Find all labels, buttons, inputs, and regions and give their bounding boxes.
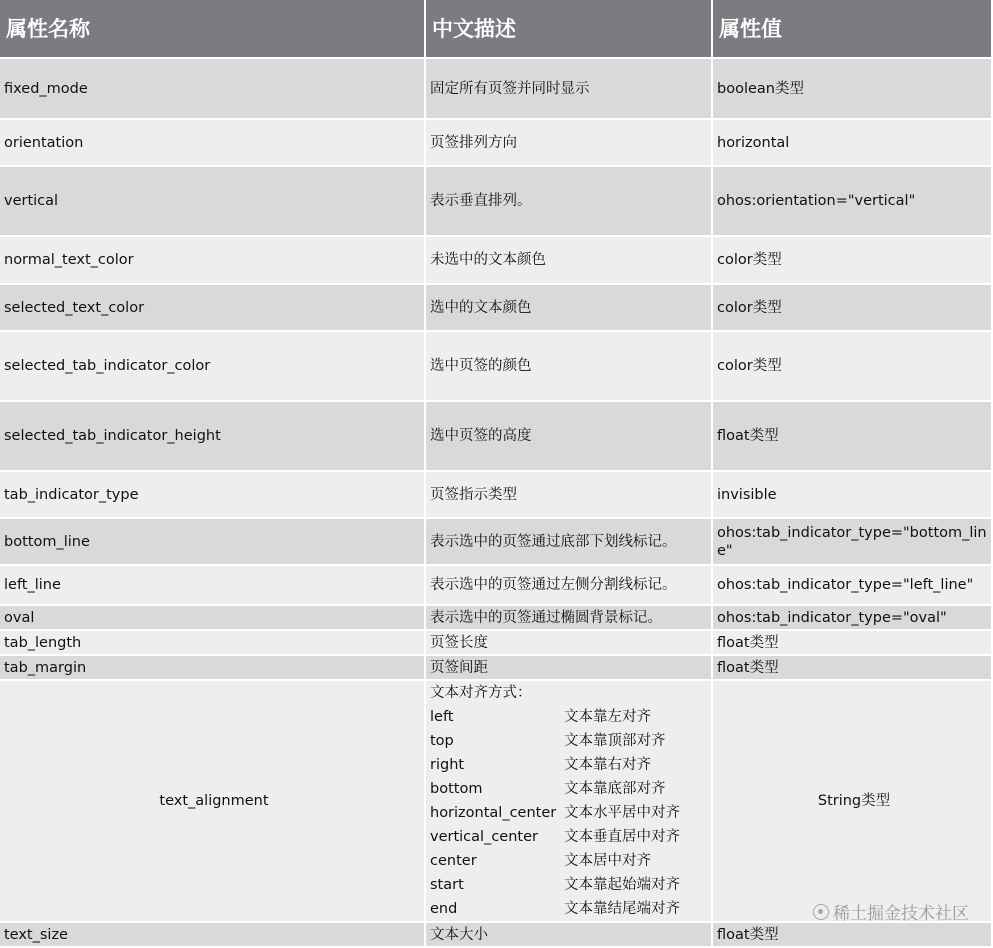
option-label: 文本靠右对齐: [564, 757, 651, 773]
watermark: [813, 899, 969, 924]
option-label: 文本靠顶部对齐: [564, 733, 666, 749]
table-row: [0, 631, 993, 656]
cell-value: horizontal: [713, 120, 993, 167]
cell-name: selected_tab_indicator_color: [0, 332, 426, 402]
option-label: 文本居中对齐: [564, 853, 651, 869]
alignment-list-heading: 文本对齐方式：: [430, 685, 532, 701]
table-row: [0, 332, 993, 402]
table-row: [0, 167, 993, 237]
header-attribute-value: 属性值: [713, 0, 993, 59]
cell-desc: 固定所有页签并同时显示: [426, 59, 713, 120]
cell-value: String类型: [713, 681, 993, 923]
cell-name: bottom_line: [0, 519, 426, 566]
option-key: horizontal_center: [430, 805, 557, 821]
cell-desc: 选中的文本颜色: [426, 285, 713, 332]
cell-name: oval: [0, 606, 426, 631]
watermark-logo-icon: [813, 904, 829, 920]
option-key: center: [430, 853, 477, 869]
cell-value: color类型: [713, 285, 993, 332]
cell-value: ohos:tab_indicator_type="left_line": [713, 566, 993, 606]
list-item: [430, 801, 711, 825]
list-item: [430, 897, 711, 921]
cell-desc: 未选中的文本颜色: [426, 237, 713, 285]
list-item: [430, 729, 711, 753]
cell-desc: 页签指示类型: [426, 472, 713, 519]
cell-desc: 表示选中的页签通过底部下划线标记。: [426, 519, 713, 566]
option-key: top: [430, 733, 454, 749]
cell-name: text_alignment: [0, 681, 426, 923]
cell-value: float类型: [713, 656, 993, 681]
cell-value: ohos:tab_indicator_type="bottom_line": [713, 519, 993, 566]
list-item: [430, 753, 711, 777]
table-row: [0, 285, 993, 332]
option-label: 文本靠起始端对齐: [564, 877, 680, 893]
cell-value: invisible: [713, 472, 993, 519]
cell-desc: 表示垂直排列。: [426, 167, 713, 237]
cell-value: float类型: [713, 923, 993, 948]
cell-desc: 页签间距: [426, 656, 713, 681]
option-key: left: [430, 709, 454, 725]
list-item: [430, 705, 711, 729]
table-row: [0, 237, 993, 285]
table-row-text-alignment: [0, 681, 993, 923]
cell-name: selected_tab_indicator_height: [0, 402, 426, 472]
cell-value: float类型: [713, 402, 993, 472]
watermark-text: 稀土掘金技术社区: [833, 904, 969, 924]
option-key: end: [430, 901, 458, 917]
cell-value: float类型: [713, 631, 993, 656]
cell-desc: 表示选中的页签通过椭圆背景标记。: [426, 606, 713, 631]
table-row: [0, 472, 993, 519]
option-key: vertical_center: [430, 829, 538, 845]
cell-name: tab_length: [0, 631, 426, 656]
cell-desc: 页签排列方向: [426, 120, 713, 167]
alignment-options-list: [430, 681, 711, 921]
cell-name: selected_text_color: [0, 285, 426, 332]
cell-desc: 表示选中的页签通过左侧分割线标记。: [426, 566, 713, 606]
table-header-row: [0, 0, 993, 59]
cell-name: orientation: [0, 120, 426, 167]
cell-desc: 选中页签的颜色: [426, 332, 713, 402]
table-row: [0, 402, 993, 472]
cell-desc: 页签长度: [426, 631, 713, 656]
list-item: [430, 825, 711, 849]
table-row: [0, 923, 993, 948]
header-attribute-name: 属性名称: [0, 0, 426, 59]
cell-value: ohos:tab_indicator_type="oval": [713, 606, 993, 631]
cell-desc-alignment-list: [426, 681, 713, 923]
table-row: [0, 606, 993, 631]
cell-name: normal_text_color: [0, 237, 426, 285]
option-key: right: [430, 757, 465, 773]
table-row: [0, 59, 993, 120]
table-row: [0, 656, 993, 681]
option-label: 文本水平居中对齐: [564, 805, 680, 821]
cell-name: vertical: [0, 167, 426, 237]
cell-name: left_line: [0, 566, 426, 606]
cell-name: fixed_mode: [0, 59, 426, 120]
cell-value: boolean类型: [713, 59, 993, 120]
table-row: [0, 566, 993, 606]
header-chinese-description: 中文描述: [426, 0, 713, 59]
cell-name: tab_indicator_type: [0, 472, 426, 519]
list-item: [430, 873, 711, 897]
option-label: 文本靠左对齐: [564, 709, 651, 725]
table-row: [0, 120, 993, 167]
cell-value: ohos:orientation="vertical": [713, 167, 993, 237]
list-item: [430, 777, 711, 801]
list-item: [430, 849, 711, 873]
cell-name: text_size: [0, 923, 426, 948]
option-key: start: [430, 877, 464, 893]
table-row: [0, 519, 993, 566]
cell-desc: 选中页签的高度: [426, 402, 713, 472]
cell-value: color类型: [713, 237, 993, 285]
option-label: 文本垂直居中对齐: [564, 829, 680, 845]
cell-name: tab_margin: [0, 656, 426, 681]
cell-value: color类型: [713, 332, 993, 402]
option-label: 文本靠底部对齐: [564, 781, 666, 797]
cell-desc: 文本大小: [426, 923, 713, 948]
option-key: bottom: [430, 781, 483, 797]
option-label: 文本靠结尾端对齐: [564, 901, 680, 917]
